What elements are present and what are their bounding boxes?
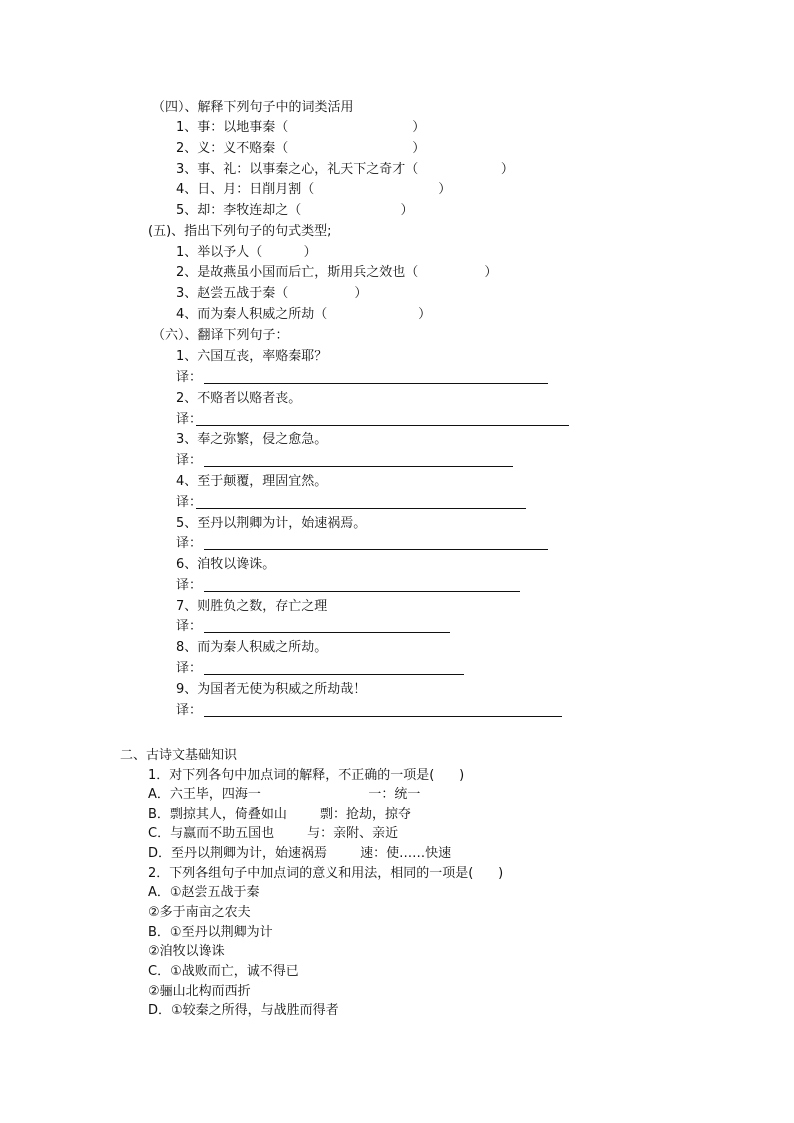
translate-label: 译： — [176, 495, 203, 510]
translate-label: 译： — [176, 619, 203, 634]
translate-label: 译： — [176, 412, 203, 427]
translate-sentence-3: 3、奉之弥繁，侵之愈急。 — [176, 432, 328, 447]
answer-line-2[interactable] — [196, 425, 569, 426]
section4-title: （四）、解释下列句子中的词类活用 — [152, 100, 354, 115]
q2-line-c1: C．①战败而亡，诚不得已 — [148, 964, 299, 979]
section6-title: （六）、翻译下列句子： — [152, 328, 289, 343]
translate-sentence-2: 2、不赂者以赂者丧。 — [176, 391, 302, 406]
translate-label: 译： — [176, 703, 203, 718]
part2-title: 二、古诗文基础知识 — [120, 748, 238, 763]
section5-item-4: 4、而为秦人积威之所劫（ ） — [176, 307, 432, 322]
section4-item-3: 3、事、礼：以事秦之心，礼天下之奇才（ ） — [176, 162, 514, 177]
translate-sentence-4: 4、至于颠覆，理固宜然。 — [176, 474, 328, 489]
q2-line-b1: B．①至丹以荆卿为计 — [148, 925, 273, 940]
section5-item-3: 3、赵尝五战于秦（ ） — [176, 286, 368, 301]
translate-label: 译： — [176, 661, 203, 676]
q2-line-c2: ②骊山北构而西折 — [148, 984, 251, 999]
translate-label: 译： — [176, 453, 203, 468]
translate-label: 译： — [176, 578, 203, 593]
q1-option-b: B．剽掠其人，倚叠如山 剽：抢劫，掠夺 — [148, 807, 411, 822]
translate-sentence-9: 9、为国者无使为积威之所劫哉！ — [176, 682, 367, 697]
section4-item-4: 4、日、月：日削月割（ ） — [176, 182, 452, 197]
answer-line-8[interactable] — [204, 674, 464, 675]
q1-option-c: C．与嬴而不助五国也 与：亲附、亲近 — [148, 826, 399, 841]
q2-line-d1: D．①较秦之所得，与战胜而得者 — [148, 1003, 339, 1018]
translate-sentence-5: 5、至丹以荆卿为计，始速祸焉。 — [176, 516, 367, 531]
translate-sentence-7: 7、则胜负之数，存亡之理 — [176, 599, 328, 614]
answer-line-3[interactable] — [204, 466, 513, 467]
translate-sentence-8: 8、而为秦人积威之所劫。 — [176, 640, 328, 655]
answer-line-5[interactable] — [204, 549, 548, 550]
section5-title: (五)、指出下列句子的句式类型; — [148, 224, 332, 239]
q1-option-a: A．六王毕，四海一 一：统一 — [148, 787, 421, 802]
section4-item-5: 5、却：李牧连却之（ ） — [176, 203, 414, 218]
q2-line-b2: ②洎牧以谗诛 — [148, 944, 225, 959]
q2-line-a1: A．①赵尝五战于秦 — [148, 885, 260, 900]
answer-line-9[interactable] — [204, 716, 562, 717]
translate-sentence-6: 6、洎牧以谗诛。 — [176, 557, 276, 572]
translate-label: 译： — [176, 370, 203, 385]
translate-label: 译： — [176, 536, 203, 551]
q2-stem: 2．下列各组句子中加点词的意义和用法，相同的一项是( ) — [148, 866, 504, 881]
q1-stem: 1．对下列各句中加点词的解释，不正确的一项是( ) — [148, 768, 465, 783]
section4-item-1: 1、事：以地事秦（ ） — [176, 120, 426, 135]
answer-line-6[interactable] — [204, 591, 520, 592]
section5-item-2: 2、是故燕虽小国而后亡，斯用兵之效也（ ） — [176, 265, 498, 280]
section4-item-2: 2、义：义不赂秦（ ） — [176, 141, 426, 156]
answer-line-1[interactable] — [204, 383, 548, 384]
answer-line-4[interactable] — [196, 508, 526, 509]
section5-item-1: 1、举以予人（ ） — [176, 245, 317, 260]
translate-sentence-1: 1、六国互丧，率赂秦耶？ — [176, 349, 328, 364]
q1-option-d: D．至丹以荆卿为计，始速祸焉 速：使……快速 — [148, 846, 452, 861]
answer-line-7[interactable] — [204, 632, 450, 633]
q2-line-a2: ②多于南亩之农夫 — [148, 905, 251, 920]
